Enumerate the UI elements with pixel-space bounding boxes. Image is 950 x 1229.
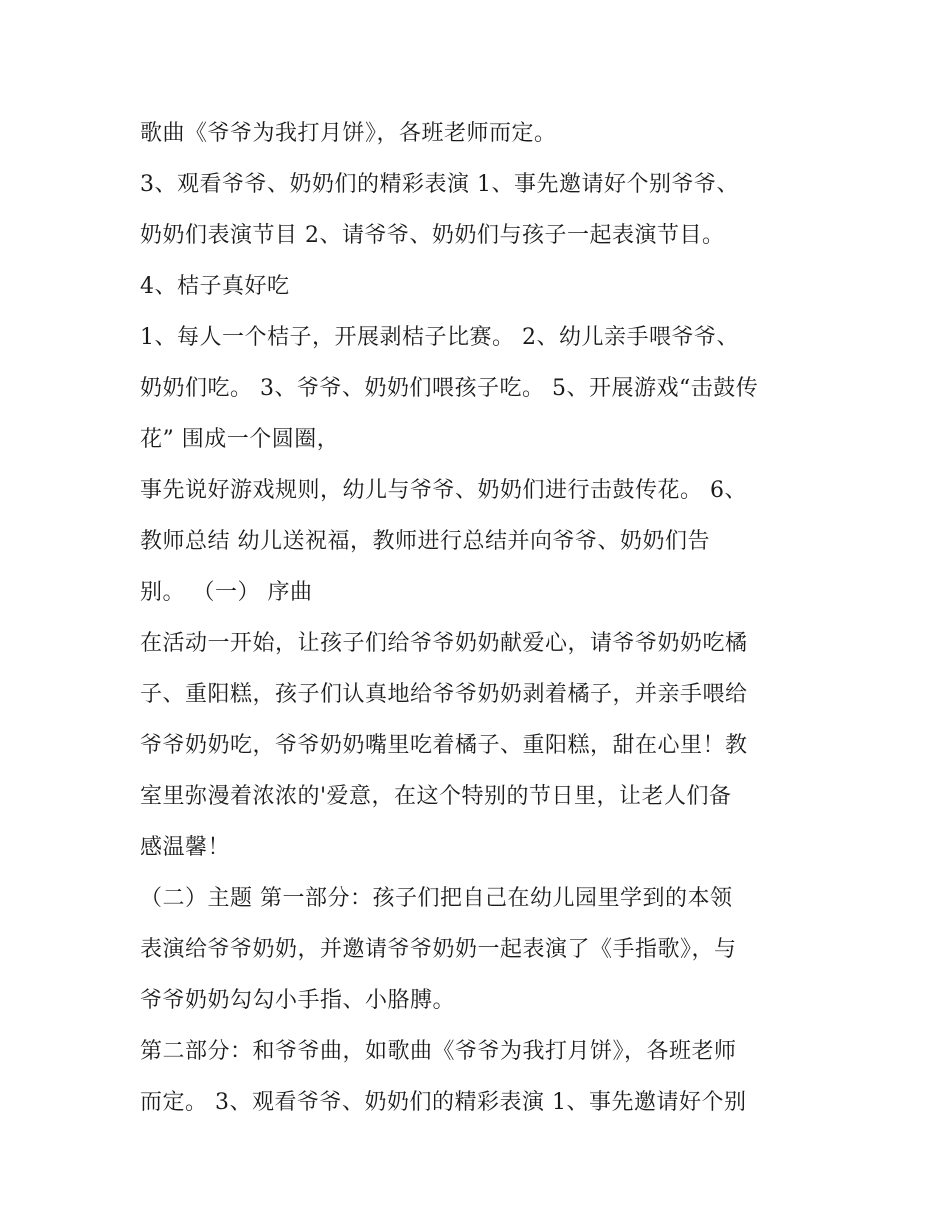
text-line-18: 爷爷奶奶勾勾小手指、小胳膊。	[140, 988, 456, 1013]
text-line-13: 爷爷奶奶吃，爷爷奶奶嘴里吃着橘子、重阳糕，甜在心里！教	[140, 733, 748, 758]
text-line-12: 子、重阳糕，孩子们认真地给爷爷奶奶剥着橘子，并亲手喂给	[140, 682, 748, 707]
text-line-15: 感温馨！	[140, 835, 231, 860]
text-line-17: 表演给爷爷奶奶，并邀请爷爷奶奶一起表演了《手指歌》，与	[140, 937, 737, 962]
text-line-19: 第二部分：和爷爷曲，如歌曲《爷爷为我打月饼》，各班老师	[140, 1039, 737, 1064]
text-line-3: 奶奶们表演节目 2、请爷爷、奶奶们与孩子一起表演节目。	[140, 223, 725, 248]
text-line-8: 事先说好游戏规则，幼儿与爷爷、奶奶们进行击鼓传花。 6、	[140, 478, 747, 503]
text-line-10: 别。 （一） 序曲	[140, 580, 313, 605]
text-line-1: 歌曲《爷爷为我打月饼》，各班老师而定。	[140, 121, 557, 146]
text-line-5: 1、每人一个桔子，开展剥桔子比赛。 2、幼儿亲手喂爷爷、	[140, 325, 739, 350]
text-line-6: 奶奶们吃。 3、爷爷、奶奶们喂孩子吃。 5、开展游戏“击鼓传	[140, 376, 759, 401]
text-line-11: 在活动一开始，让孩子们给爷爷奶奶献爱心，请爷爷奶奶吃橘	[140, 631, 748, 656]
text-line-9: 教师总结 幼儿送祝福，教师进行总结并向爷爷、奶奶们告	[140, 529, 710, 554]
text-line-4: 4、桔子真好吃	[140, 274, 290, 299]
text-line-7: 花” 围成一个圆圈，	[140, 427, 340, 452]
text-line-16: （二）主题 第一部分：孩子们把自己在幼儿园里学到的本领	[140, 886, 733, 911]
text-line-2: 3、观看爷爷、奶奶们的精彩表演 1、事先邀请好个别爷爷、	[140, 172, 739, 197]
text-line-14: 室里弥漫着浓浓的'爱意，在这个特别的节日里，让老人们备	[140, 784, 732, 809]
text-line-20: 而定。 3、观看爷爷、奶奶们的精彩表演 1、事先邀请好个别	[140, 1090, 747, 1115]
document-body	[140, 108, 820, 1128]
